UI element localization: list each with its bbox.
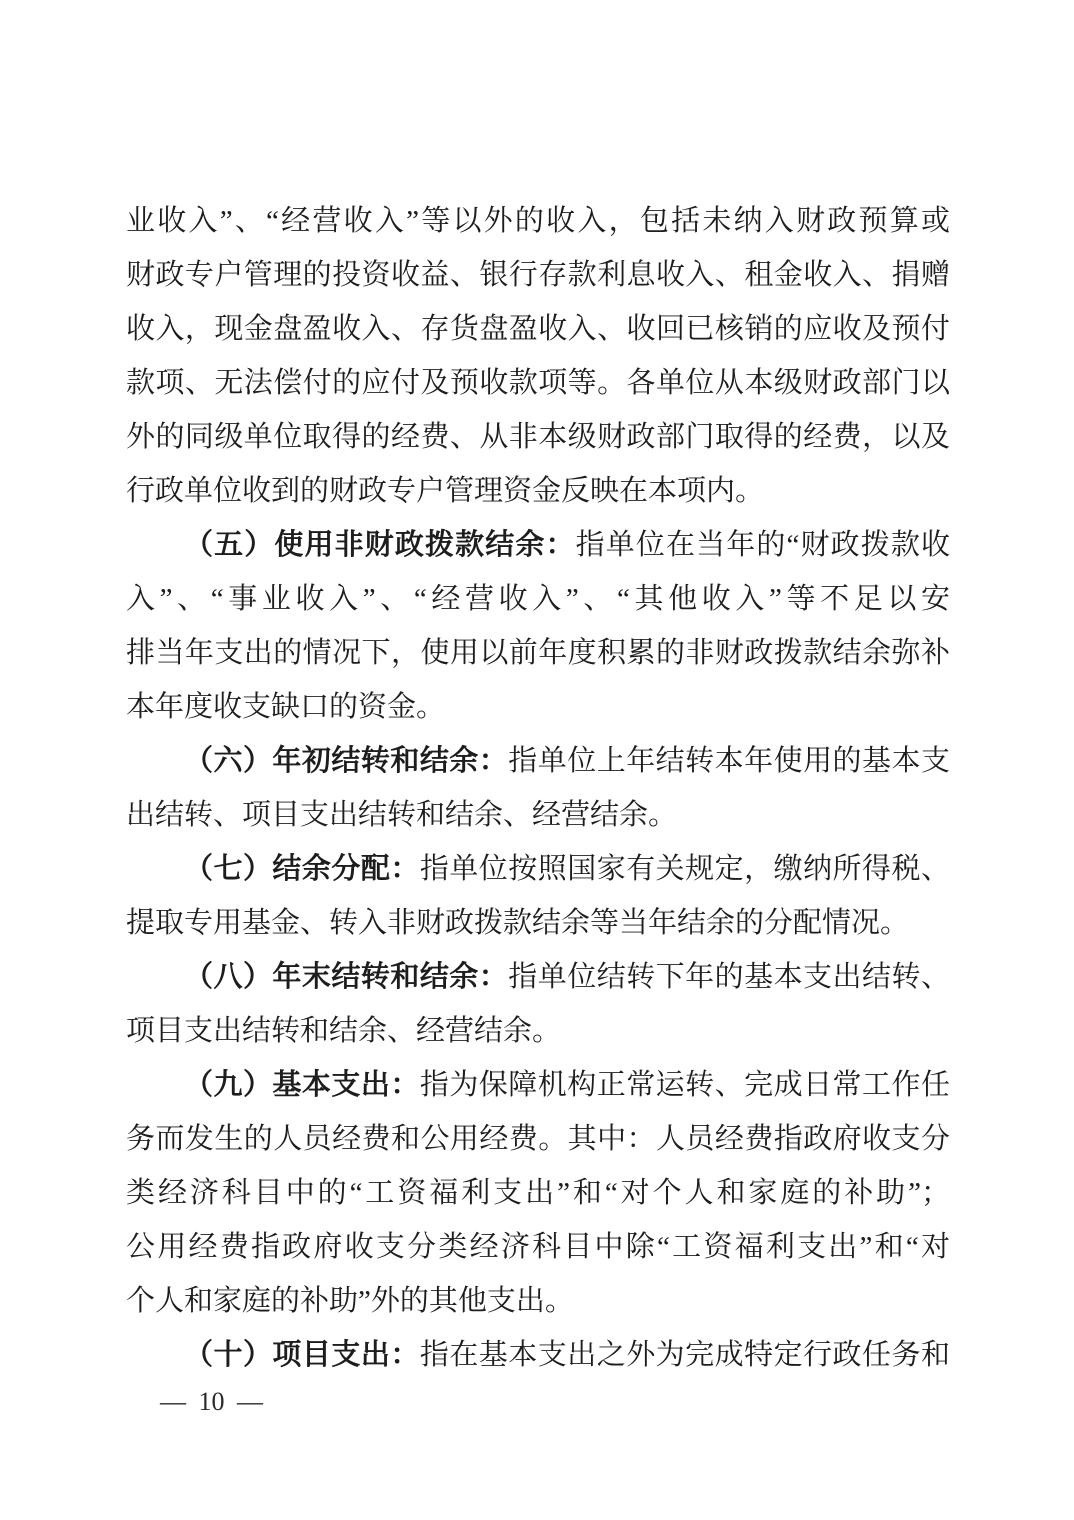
para-other-income-continuation (126, 194, 950, 518)
item-heading: （七）结余分配： (184, 853, 420, 885)
text-line: 务而发生的人员经费和公用经费。其中：人员经费指政府收支分 (126, 1123, 950, 1155)
text-line: 收入，现金盘盈收入、存货盘盈收入、收回已核销的应收及预付 (126, 313, 950, 345)
text-line: 本年度收支缺口的资金。 (126, 691, 446, 723)
text-line: 类经济科目中的“工资福利支出”和“对个人和家庭的补助”； (126, 1177, 950, 1209)
text-line: 公用经费指政府收支分类经济科目中除“工资福利支出”和“对 (126, 1231, 950, 1263)
text-line: 排当年支出的情况下，使用以前年度积累的非财政拨款结余弥补 (126, 637, 950, 669)
text-line (126, 1328, 950, 1382)
para-item-8-year-end-carryover-and-surplus (126, 950, 950, 1058)
text-line (126, 1058, 950, 1112)
para-item-6-beginning-year-carryover-and-surplus (126, 734, 950, 842)
text-run: 指单位结转下年的基本支出结转、 (508, 961, 950, 993)
text-line (126, 734, 950, 788)
text-run: 指单位按照国家有关规定，缴纳所得税、 (419, 853, 950, 885)
text-line (126, 518, 950, 572)
page-number: — 10 — (160, 1387, 263, 1416)
text-line: 个人和家庭的补助”外的其他支出。 (126, 1285, 574, 1317)
page-footer (160, 1382, 263, 1422)
text-line: 外的同级单位取得的经费、从非本级财政部门取得的经费，以及 (126, 421, 950, 453)
text-run: 指在基本支出之外为完成特定行政任务和 (419, 1339, 950, 1371)
item-heading: （八）年末结转和结余： (184, 961, 509, 993)
text-line: 财政专户管理的投资收益、银行存款利息收入、租金收入、捐赠 (126, 259, 950, 291)
text-run: 指单位上年结转本年使用的基本支 (508, 745, 950, 777)
item-heading: （九）基本支出： (184, 1069, 420, 1101)
para-item-7-surplus-distribution (126, 842, 950, 950)
text-run: 指单位在当年的“财政拨款收 (575, 529, 950, 561)
text-line: 入”、“事业收入”、“经营收入”、“其他收入”等不足以安 (126, 583, 950, 615)
text-line: 项目支出结转和结余、经营结余。 (126, 1015, 562, 1047)
text-line: 业收入”、“经营收入”等以外的收入，包括未纳入财政预算或 (126, 205, 950, 237)
para-item-5-use-of-non-fiscal-appropriation-surplus (126, 518, 950, 734)
text-line: 行政单位收到的财政专户管理资金反映在本项内。 (126, 475, 765, 507)
text-run: 指为保障机构正常运转、完成日常工作任 (419, 1069, 950, 1101)
item-heading: （十）项目支出： (184, 1339, 420, 1371)
item-heading: （五）使用非财政拨款结余： (184, 529, 576, 561)
text-line: 出结转、项目支出结转和结余、经营结余。 (126, 799, 678, 831)
text-line (126, 950, 950, 1004)
para-item-10-project-expenditure (126, 1328, 950, 1382)
text-line: 款项、无法偿付的应付及预收款项等。各单位从本级财政部门以 (126, 367, 950, 399)
para-item-9-basic-expenditure (126, 1058, 950, 1328)
document-body (126, 194, 950, 1382)
text-line (126, 842, 950, 896)
item-heading: （六）年初结转和结余： (184, 745, 509, 777)
text-line: 提取专用基金、转入非财政拨款结余等当年结余的分配情况。 (126, 907, 910, 939)
